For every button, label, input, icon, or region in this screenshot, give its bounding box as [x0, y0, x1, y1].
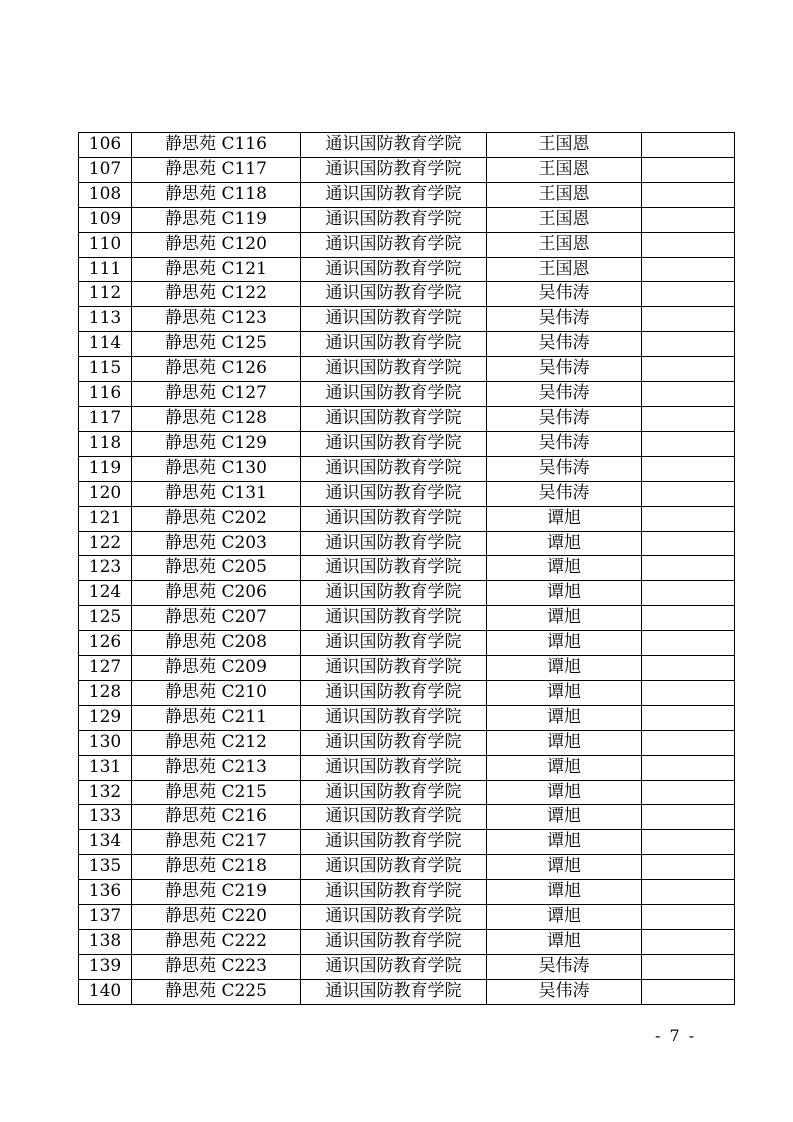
- college-cell: 通识国防教育学院: [301, 930, 487, 955]
- remark-cell: [642, 680, 735, 705]
- table-row: [79, 730, 735, 755]
- remark-cell: [642, 830, 735, 855]
- table-row: [79, 133, 735, 158]
- table-row: [79, 382, 735, 407]
- room-cell: 静思苑 C215: [132, 780, 301, 805]
- college-cell: 通识国防教育学院: [301, 880, 487, 905]
- college-cell: 通识国防教育学院: [301, 780, 487, 805]
- row-number-cell: 137: [79, 905, 132, 930]
- college-cell: 通识国防教育学院: [301, 232, 487, 257]
- row-number-cell: 123: [79, 556, 132, 581]
- room-cell: 静思苑 C122: [132, 282, 301, 307]
- table-row: [79, 282, 735, 307]
- remark-cell: [642, 780, 735, 805]
- responsible-person-cell: 谭旭: [487, 930, 642, 955]
- responsible-person-cell: 王国恩: [487, 257, 642, 282]
- table-row: [79, 157, 735, 182]
- row-number-cell: 121: [79, 506, 132, 531]
- college-cell: 通识国防教育学院: [301, 456, 487, 481]
- remark-cell: [642, 282, 735, 307]
- responsible-person-cell: 谭旭: [487, 631, 642, 656]
- row-number-cell: 130: [79, 730, 132, 755]
- college-cell: 通识国防教育学院: [301, 357, 487, 382]
- row-number-cell: 117: [79, 406, 132, 431]
- row-number-cell: 108: [79, 182, 132, 207]
- college-cell: 通识国防教育学院: [301, 556, 487, 581]
- responsible-person-cell: 谭旭: [487, 556, 642, 581]
- room-cell: 静思苑 C128: [132, 406, 301, 431]
- table-row: [79, 357, 735, 382]
- table-row: [79, 307, 735, 332]
- responsible-person-cell: 吴伟涛: [487, 382, 642, 407]
- remark-cell: [642, 406, 735, 431]
- responsible-person-cell: 吴伟涛: [487, 456, 642, 481]
- table-row: [79, 531, 735, 556]
- room-cell: 静思苑 C120: [132, 232, 301, 257]
- table-row: [79, 656, 735, 681]
- college-cell: 通识国防教育学院: [301, 656, 487, 681]
- remark-cell: [642, 631, 735, 656]
- responsible-person-cell: 吴伟涛: [487, 406, 642, 431]
- table-row: [79, 207, 735, 232]
- row-number-cell: 134: [79, 830, 132, 855]
- table-row: [79, 680, 735, 705]
- table-row: [79, 830, 735, 855]
- room-cell: 静思苑 C130: [132, 456, 301, 481]
- row-number-cell: 131: [79, 755, 132, 780]
- college-cell: 通识国防教育学院: [301, 431, 487, 456]
- room-cell: 静思苑 C205: [132, 556, 301, 581]
- table-row: [79, 755, 735, 780]
- responsible-person-cell: 吴伟涛: [487, 282, 642, 307]
- row-number-cell: 114: [79, 332, 132, 357]
- table-row: [79, 805, 735, 830]
- responsible-person-cell: 谭旭: [487, 855, 642, 880]
- college-cell: 通识国防教育学院: [301, 133, 487, 158]
- remark-cell: [642, 581, 735, 606]
- remark-cell: [642, 182, 735, 207]
- remark-cell: [642, 880, 735, 905]
- remark-cell: [642, 730, 735, 755]
- responsible-person-cell: 谭旭: [487, 656, 642, 681]
- row-number-cell: 136: [79, 880, 132, 905]
- row-number-cell: 127: [79, 656, 132, 681]
- room-cell: 静思苑 C210: [132, 680, 301, 705]
- responsible-person-cell: 吴伟涛: [487, 954, 642, 979]
- row-number-cell: 126: [79, 631, 132, 656]
- responsible-person-cell: 谭旭: [487, 755, 642, 780]
- remark-cell: [642, 357, 735, 382]
- responsible-person-cell: 吴伟涛: [487, 481, 642, 506]
- room-cell: 静思苑 C117: [132, 157, 301, 182]
- table-row: [79, 855, 735, 880]
- responsible-person-cell: 谭旭: [487, 606, 642, 631]
- responsible-person-cell: 王国恩: [487, 182, 642, 207]
- responsible-person-cell: 吴伟涛: [487, 357, 642, 382]
- responsible-person-cell: 谭旭: [487, 880, 642, 905]
- row-number-cell: 132: [79, 780, 132, 805]
- room-cell: 静思苑 C203: [132, 531, 301, 556]
- college-cell: 通识国防教育学院: [301, 257, 487, 282]
- row-number-cell: 140: [79, 979, 132, 1004]
- responsible-person-cell: 谭旭: [487, 531, 642, 556]
- responsible-person-cell: 谭旭: [487, 506, 642, 531]
- room-cell: 静思苑 C223: [132, 954, 301, 979]
- table-row: [79, 930, 735, 955]
- table-row: [79, 705, 735, 730]
- room-cell: 静思苑 C222: [132, 930, 301, 955]
- row-number-cell: 113: [79, 307, 132, 332]
- room-cell: 静思苑 C125: [132, 332, 301, 357]
- college-cell: 通识国防教育学院: [301, 581, 487, 606]
- remark-cell: [642, 506, 735, 531]
- remark-cell: [642, 930, 735, 955]
- remark-cell: [642, 954, 735, 979]
- college-cell: 通识国防教育学院: [301, 481, 487, 506]
- remark-cell: [642, 705, 735, 730]
- college-cell: 通识国防教育学院: [301, 606, 487, 631]
- table-row: [79, 581, 735, 606]
- room-cell: 静思苑 C119: [132, 207, 301, 232]
- remark-cell: [642, 805, 735, 830]
- room-cell: 静思苑 C218: [132, 855, 301, 880]
- remark-cell: [642, 332, 735, 357]
- row-number-cell: 135: [79, 855, 132, 880]
- college-cell: 通识国防教育学院: [301, 282, 487, 307]
- room-cell: 静思苑 C211: [132, 705, 301, 730]
- row-number-cell: 133: [79, 805, 132, 830]
- table-row: [79, 182, 735, 207]
- college-cell: 通识国防教育学院: [301, 157, 487, 182]
- responsible-person-cell: 谭旭: [487, 705, 642, 730]
- remark-cell: [642, 755, 735, 780]
- room-cell: 静思苑 C208: [132, 631, 301, 656]
- remark-cell: [642, 556, 735, 581]
- table-row: [79, 979, 735, 1004]
- row-number-cell: 109: [79, 207, 132, 232]
- room-cell: 静思苑 C121: [132, 257, 301, 282]
- room-cell: 静思苑 C129: [132, 431, 301, 456]
- responsible-person-cell: 王国恩: [487, 232, 642, 257]
- row-number-cell: 124: [79, 581, 132, 606]
- college-cell: 通识国防教育学院: [301, 730, 487, 755]
- remark-cell: [642, 481, 735, 506]
- responsible-person-cell: 谭旭: [487, 830, 642, 855]
- college-cell: 通识国防教育学院: [301, 207, 487, 232]
- row-number-cell: 112: [79, 282, 132, 307]
- college-cell: 通识国防教育学院: [301, 531, 487, 556]
- room-cell: 静思苑 C118: [132, 182, 301, 207]
- remark-cell: [642, 905, 735, 930]
- remark-cell: [642, 307, 735, 332]
- table-row: [79, 556, 735, 581]
- college-cell: 通识国防教育学院: [301, 755, 487, 780]
- remark-cell: [642, 157, 735, 182]
- room-cell: 静思苑 C213: [132, 755, 301, 780]
- room-cell: 静思苑 C206: [132, 581, 301, 606]
- college-cell: 通识国防教育学院: [301, 506, 487, 531]
- dormitory-assignment-table: [78, 132, 735, 1005]
- college-cell: 通识国防教育学院: [301, 382, 487, 407]
- table-row: [79, 332, 735, 357]
- room-cell: 静思苑 C123: [132, 307, 301, 332]
- row-number-cell: 129: [79, 705, 132, 730]
- room-cell: 静思苑 C220: [132, 905, 301, 930]
- college-cell: 通识国防教育学院: [301, 905, 487, 930]
- responsible-person-cell: 谭旭: [487, 730, 642, 755]
- responsible-person-cell: 王国恩: [487, 207, 642, 232]
- page-number: - 7 -: [655, 1026, 697, 1045]
- table-row: [79, 606, 735, 631]
- responsible-person-cell: 吴伟涛: [487, 979, 642, 1004]
- college-cell: 通识国防教育学院: [301, 182, 487, 207]
- remark-cell: [642, 133, 735, 158]
- responsible-person-cell: 谭旭: [487, 680, 642, 705]
- room-cell: 静思苑 C116: [132, 133, 301, 158]
- college-cell: 通识国防教育学院: [301, 332, 487, 357]
- table-row: [79, 431, 735, 456]
- table-row: [79, 481, 735, 506]
- college-cell: 通识国防教育学院: [301, 680, 487, 705]
- table-row: [79, 780, 735, 805]
- responsible-person-cell: 吴伟涛: [487, 431, 642, 456]
- row-number-cell: 116: [79, 382, 132, 407]
- college-cell: 通识国防教育学院: [301, 979, 487, 1004]
- room-cell: 静思苑 C131: [132, 481, 301, 506]
- responsible-person-cell: 王国恩: [487, 157, 642, 182]
- table-row: [79, 954, 735, 979]
- responsible-person-cell: 王国恩: [487, 133, 642, 158]
- responsible-person-cell: 谭旭: [487, 905, 642, 930]
- college-cell: 通识国防教育学院: [301, 631, 487, 656]
- room-cell: 静思苑 C126: [132, 357, 301, 382]
- responsible-person-cell: 吴伟涛: [487, 307, 642, 332]
- row-number-cell: 119: [79, 456, 132, 481]
- row-number-cell: 111: [79, 257, 132, 282]
- remark-cell: [642, 382, 735, 407]
- remark-cell: [642, 531, 735, 556]
- room-cell: 静思苑 C127: [132, 382, 301, 407]
- college-cell: 通识国防教育学院: [301, 830, 487, 855]
- row-number-cell: 115: [79, 357, 132, 382]
- college-cell: 通识国防教育学院: [301, 855, 487, 880]
- remark-cell: [642, 456, 735, 481]
- row-number-cell: 120: [79, 481, 132, 506]
- remark-cell: [642, 232, 735, 257]
- row-number-cell: 139: [79, 954, 132, 979]
- room-cell: 静思苑 C202: [132, 506, 301, 531]
- room-cell: 静思苑 C207: [132, 606, 301, 631]
- table-row: [79, 406, 735, 431]
- table-body: [79, 133, 735, 1005]
- remark-cell: [642, 979, 735, 1004]
- room-cell: 静思苑 C209: [132, 656, 301, 681]
- table-row: [79, 506, 735, 531]
- table-row: [79, 631, 735, 656]
- row-number-cell: 128: [79, 680, 132, 705]
- row-number-cell: 138: [79, 930, 132, 955]
- room-cell: 静思苑 C219: [132, 880, 301, 905]
- row-number-cell: 110: [79, 232, 132, 257]
- row-number-cell: 125: [79, 606, 132, 631]
- room-cell: 静思苑 C212: [132, 730, 301, 755]
- college-cell: 通识国防教育学院: [301, 805, 487, 830]
- college-cell: 通识国防教育学院: [301, 705, 487, 730]
- remark-cell: [642, 855, 735, 880]
- room-cell: 静思苑 C217: [132, 830, 301, 855]
- remark-cell: [642, 207, 735, 232]
- table-row: [79, 456, 735, 481]
- room-cell: 静思苑 C225: [132, 979, 301, 1004]
- table-row: [79, 905, 735, 930]
- table-row: [79, 257, 735, 282]
- college-cell: 通识国防教育学院: [301, 307, 487, 332]
- row-number-cell: 106: [79, 133, 132, 158]
- responsible-person-cell: 谭旭: [487, 780, 642, 805]
- table-row: [79, 880, 735, 905]
- table-row: [79, 232, 735, 257]
- college-cell: 通识国防教育学院: [301, 954, 487, 979]
- remark-cell: [642, 431, 735, 456]
- remark-cell: [642, 606, 735, 631]
- remark-cell: [642, 257, 735, 282]
- row-number-cell: 107: [79, 157, 132, 182]
- row-number-cell: 122: [79, 531, 132, 556]
- room-cell: 静思苑 C216: [132, 805, 301, 830]
- responsible-person-cell: 吴伟涛: [487, 332, 642, 357]
- remark-cell: [642, 656, 735, 681]
- responsible-person-cell: 谭旭: [487, 581, 642, 606]
- row-number-cell: 118: [79, 431, 132, 456]
- college-cell: 通识国防教育学院: [301, 406, 487, 431]
- responsible-person-cell: 谭旭: [487, 805, 642, 830]
